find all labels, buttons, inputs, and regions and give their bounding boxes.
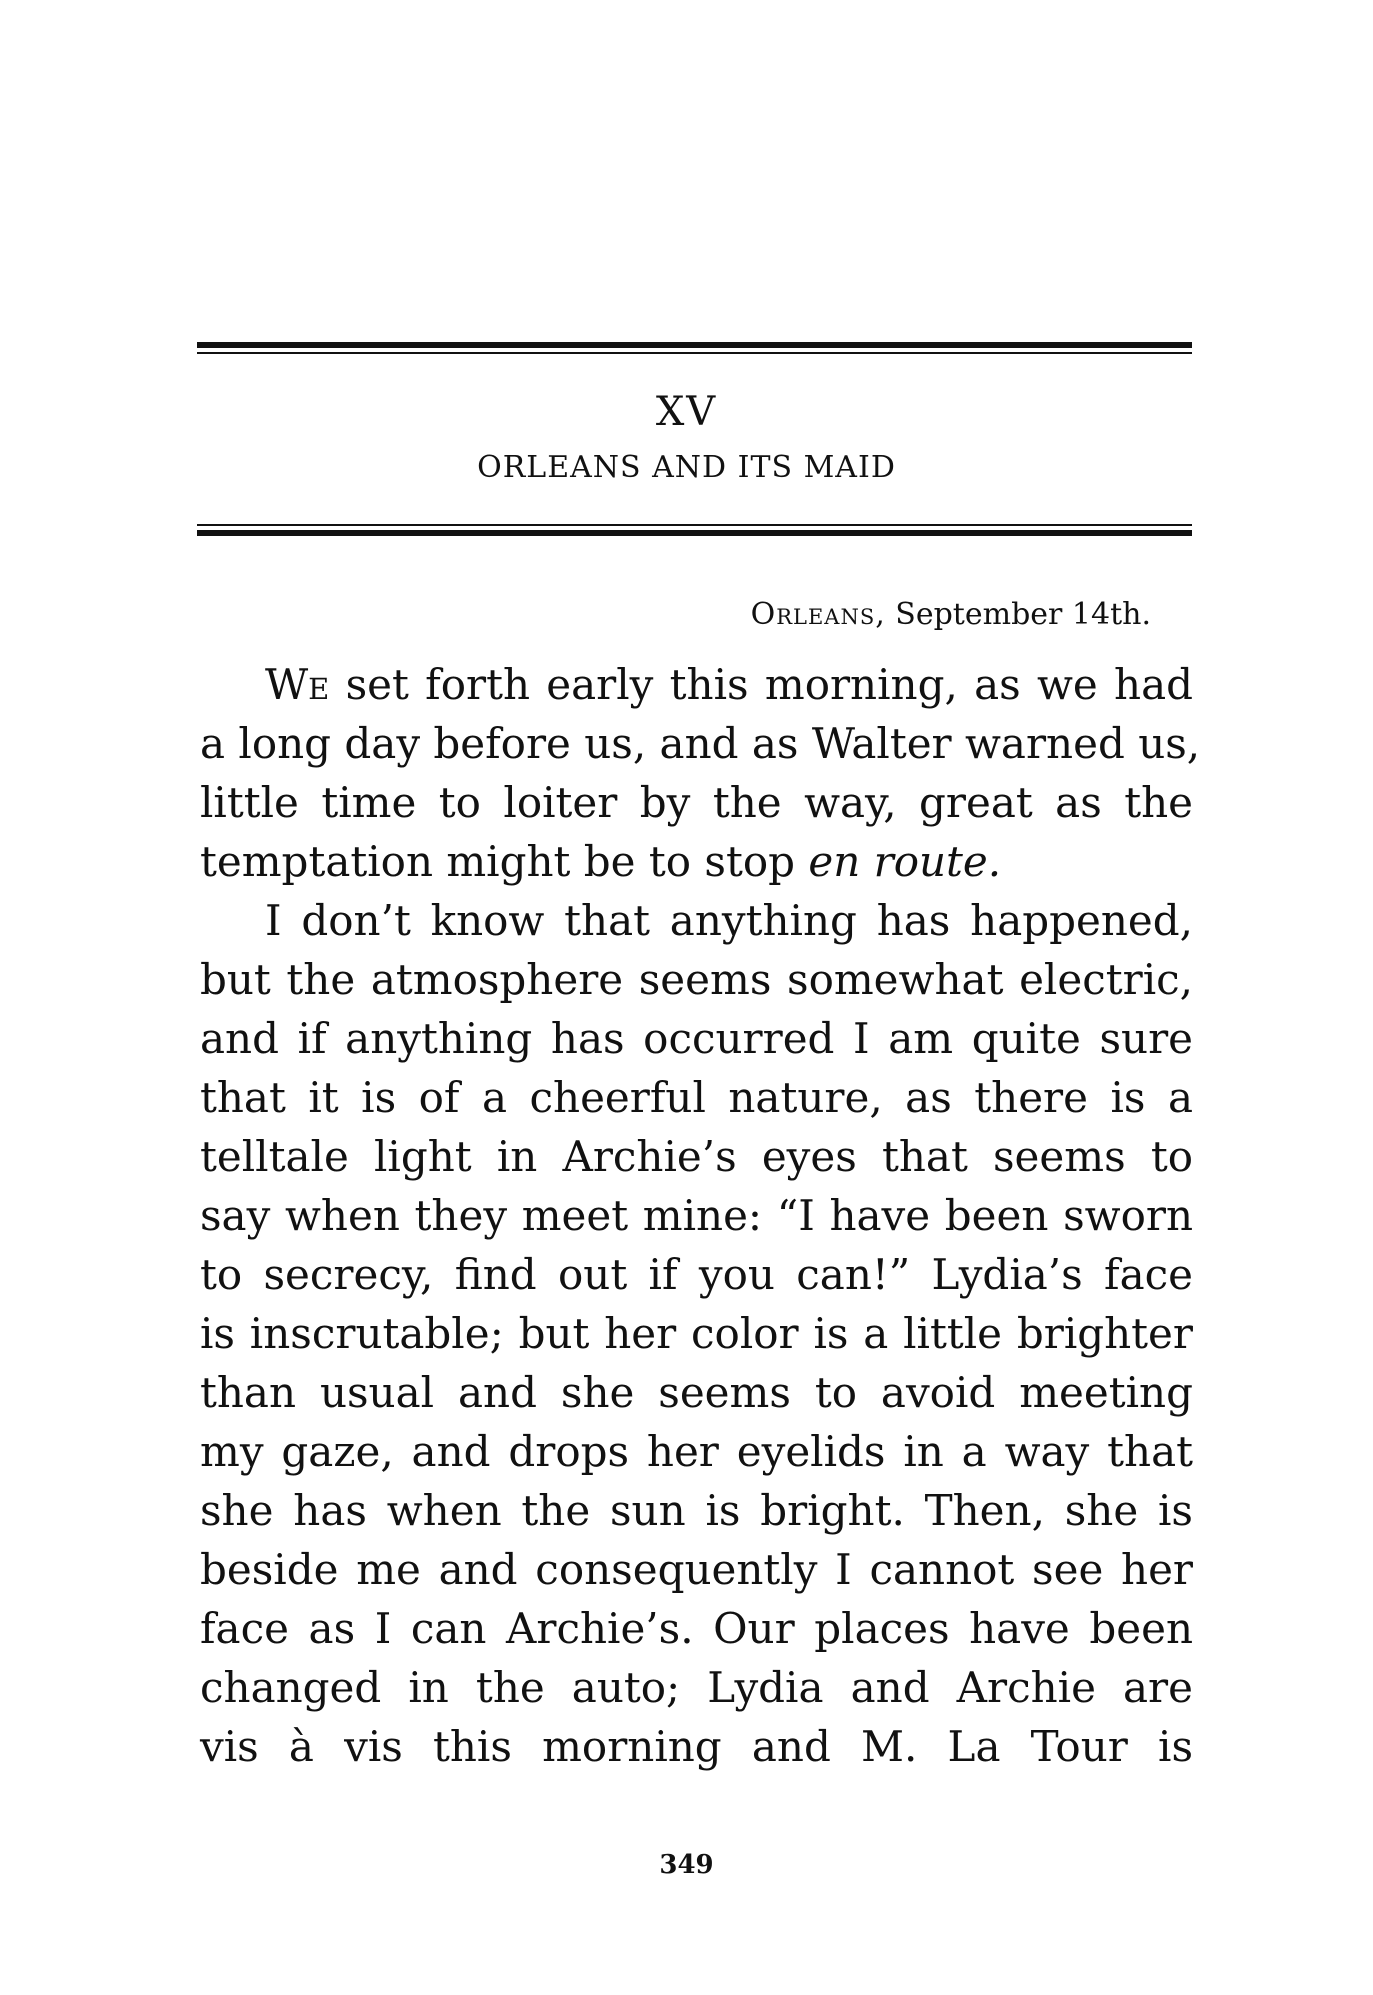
paragraph-1-line-3: little time to loiter by the way, great as the <box>200 778 1193 827</box>
paragraph-2-line-10: my gaze, and drops her eyelids in a way that <box>200 1427 1193 1476</box>
dateline <box>750 597 1151 632</box>
paragraph-2-line-9: than usual and she seems to avoid meeting <box>200 1368 1193 1417</box>
dateline-date: September 14th. <box>895 597 1151 632</box>
body-text <box>200 655 1201 1776</box>
drop-word: We <box>265 660 330 709</box>
page-number: 349 <box>659 1850 714 1880</box>
paragraph-2-line-13: face as I can Archie’s. Our places have been <box>200 1604 1193 1653</box>
paragraph-2-line-15: vis à vis this morning and M. La Tour is <box>200 1722 1193 1771</box>
chapter-title: ORLEANS AND ITS MAID <box>477 450 896 485</box>
dateline-place: Orleans, <box>750 597 886 632</box>
paragraph-1-line-4-text: temptation might be to stop <box>200 837 795 886</box>
italic-phrase: en route. <box>808 837 1002 886</box>
paragraph-1-line-1 <box>200 655 1193 714</box>
paragraph-2-line-11: she has when the sun is bright. Then, she is <box>200 1486 1193 1535</box>
paragraph-2-line-5: telltale light in Archie’s eyes that seems to <box>200 1132 1193 1181</box>
paragraph-1-line-2: a long day before us, and as Walter warned us, <box>200 719 1201 768</box>
paragraph-2-line-1: I don’t know that anything has happened, <box>265 896 1193 945</box>
top-double-rule <box>197 342 1192 354</box>
paragraph-1-line-4 <box>200 832 1193 891</box>
paragraph-2-line-3: and if anything has occurred I am quite sure <box>200 1014 1193 1063</box>
chapter-number: XV <box>655 389 718 435</box>
paragraph-2-line-12: beside me and consequently I cannot see her <box>200 1545 1193 1594</box>
paragraph-2-line-8: is inscrutable; but her color is a little brighter <box>200 1309 1193 1358</box>
paragraph-2-line-4: that it is of a cheerful nature, as there is a <box>200 1073 1193 1122</box>
paragraph-2-line-6: say when they meet mine: “I have been sworn <box>200 1191 1193 1240</box>
paragraph-2-line-14: changed in the auto; Lydia and Archie are <box>200 1663 1193 1712</box>
paragraph-2-line-7: to secrecy, find out if you can!” Lydia’s face <box>200 1250 1193 1299</box>
bottom-double-rule <box>197 524 1192 536</box>
paragraph-1-line-1-text: set forth early this morning, as we had <box>345 660 1193 709</box>
paragraph-2-line-2: but the atmosphere seems somewhat electric, <box>200 955 1193 1004</box>
